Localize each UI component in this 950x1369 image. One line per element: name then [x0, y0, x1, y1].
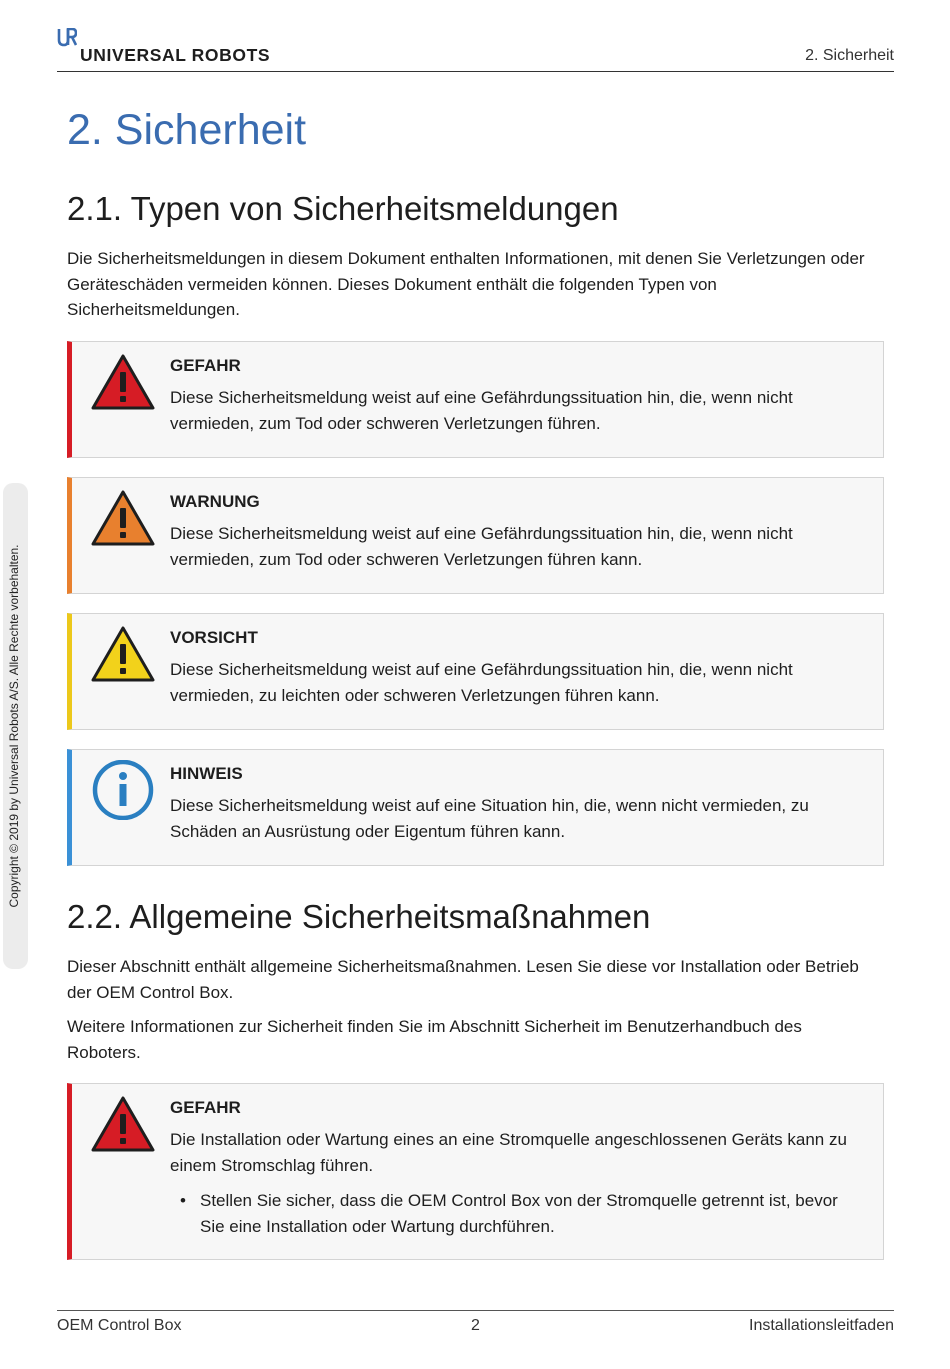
warning-triangle-icon [90, 488, 156, 548]
notice-caution [67, 613, 884, 730]
footer-page-number: 2 [471, 1317, 480, 1334]
notice-text: Diese Sicherheitsmeldung weist auf eine Gefährdungssituation hin, die, wenn nicht vermieden, zu leichten oder schweren Verletzungen führen kann. [170, 660, 793, 705]
section-paragraph-1: Dieser Abschnitt enthält allgemeine Sicherheitsmaßnahmen. Lesen Sie diese vor Installation oder Betrieb der OEM Control Box. [67, 957, 859, 1002]
page-footer [57, 1310, 894, 1341]
header-section-title: 2. Sicherheit [805, 47, 894, 64]
copyright-notice: Copyright © 2019 by Universal Robots A/S. Alle Rechte vorbehalten. [7, 544, 21, 908]
info-circle-icon [90, 760, 156, 820]
notice-text: Diese Sicherheitsmeldung weist auf eine Gefährdungssituation hin, die, wenn nicht vermieden, zum Tod oder schweren Verletzungen führen kann. [170, 524, 793, 569]
danger-warning-triangle-icon [90, 1094, 156, 1154]
notice-title: GEFAHR [170, 356, 241, 375]
section-heading-2-1: 2.1. Typen von Sicherheitsmeldungen [67, 190, 619, 227]
section-paragraph-2: Weitere Informationen zur Sicherheit finden Sie im Abschnitt Sicherheit im Benutzerhandbuch des Roboters. [67, 1017, 802, 1062]
notice-danger [67, 341, 884, 458]
section-heading-2-2: 2.2. Allgemeine Sicherheitsmaßnahmen [67, 898, 651, 935]
page-header [57, 28, 894, 72]
list-item-text: Stellen Sie sicher, dass die OEM Control Box von der Stromquelle getrennt ist, bevor Sie eine Installation oder Wartung durchführen. [200, 1191, 838, 1236]
footer-document-type: Installationsleitfaden [749, 1317, 894, 1334]
danger-warning-triangle-icon [90, 352, 156, 412]
page-title: 2. Sicherheit [67, 106, 307, 154]
notice-warning [67, 477, 884, 594]
notice-info [67, 749, 884, 866]
notice-text: Die Installation oder Wartung eines an eine Stromquelle angeschlossenen Geräts kann zu einem Stromschlag führen. [170, 1130, 847, 1175]
notice-title: VORSICHT [170, 628, 258, 647]
ur-logo-icon [57, 28, 77, 48]
notice-title: WARNUNG [170, 492, 260, 511]
footer-product: OEM Control Box [57, 1317, 182, 1334]
caution-triangle-icon [90, 624, 156, 684]
notice-text: Diese Sicherheitsmeldung weist auf eine Gefährdungssituation hin, die, wenn nicht vermieden, zum Tod oder schweren Verletzungen führen. [170, 388, 793, 433]
section-intro: Die Sicherheitsmeldungen in diesem Dokument enthalten Informationen, mit denen Sie Verletzungen oder Geräteschäden vermeiden können. Dieses Dokument enthält die folgenden Typen von Sicherheitsmeldungen. [67, 249, 865, 319]
list-item [180, 1188, 860, 1240]
notice-danger-electrical [67, 1083, 884, 1260]
notice-title: HINWEIS [170, 764, 243, 783]
notice-title: GEFAHR [170, 1098, 241, 1117]
brand-name: UNIVERSAL ROBOTS [80, 45, 271, 65]
notice-text: Diese Sicherheitsmeldung weist auf eine Situation hin, die, wenn nicht vermieden, zu Schäden an Ausrüstung oder Eigentum führen kann. [170, 796, 809, 841]
bullet-icon: • [180, 1191, 186, 1210]
